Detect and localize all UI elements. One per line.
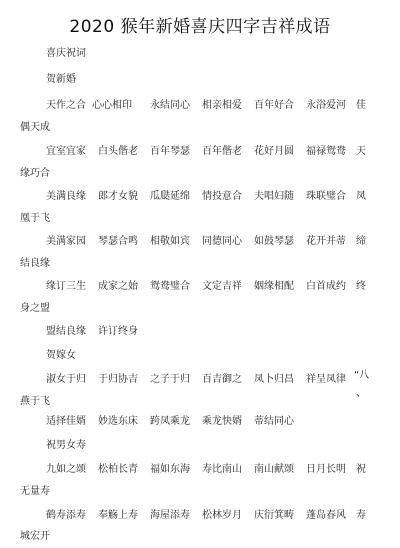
idiom: 如鼓琴瑟 <box>254 236 294 247</box>
idiom: 终 <box>356 281 366 292</box>
idiom: 相敬如宾 <box>150 236 190 247</box>
idiom: 鹤寿添寿 <box>46 510 86 521</box>
punctuation: 、 <box>356 388 366 399</box>
idiom: 之子于归 <box>150 374 190 385</box>
idiom: 同德同心 <box>202 236 242 247</box>
section-heading: 喜庆祝词 <box>46 48 86 59</box>
idiom-wrap: 身之盟 <box>20 303 50 314</box>
idiom-wrap: 凰于飞 <box>20 213 50 224</box>
idiom: 日月长明 <box>306 464 346 475</box>
idiom-wrap: 缘巧合 <box>20 168 50 179</box>
idiom: 琴瑟合鸣 <box>98 236 138 247</box>
idiom: 缘订三生 <box>46 281 86 292</box>
idiom: 成家之始 <box>98 281 138 292</box>
idiom: 福如东海 <box>150 464 190 475</box>
idiom: 美满良缘 <box>46 191 86 202</box>
idiom: 百吉御之 <box>202 374 242 385</box>
idiom: 佳 <box>356 100 366 111</box>
idiom: 海屋添寿 <box>150 510 190 521</box>
idiom-wrap: 城宏开 <box>20 531 50 542</box>
idiom: 淑女于归 <box>46 374 86 385</box>
section-heading: 贺嫁女 <box>46 350 76 361</box>
idiom: 夫唱妇随 <box>254 191 294 202</box>
idiom: 松林岁月 <box>202 510 242 521</box>
idiom: 美满家园 <box>46 236 86 247</box>
page-title: 2020 猴年新婚喜庆四字吉祥成语 <box>69 17 331 37</box>
idiom: 珠联璧合 <box>306 191 346 202</box>
idiom: 祥呈凤律 <box>306 374 346 385</box>
idiom: 花开并蒂 <box>306 236 346 247</box>
idiom: 相亲相爱 <box>202 100 242 111</box>
idiom: 郎才女貌 <box>98 191 138 202</box>
idiom: 天作之合 <box>46 100 86 111</box>
idiom: 瓜瓞延绵 <box>150 191 190 202</box>
idiom: 白头偕老 <box>98 146 138 157</box>
idiom: 于归协吉 <box>98 374 138 385</box>
idiom: 花好月圆 <box>254 146 294 157</box>
idiom: 寿 <box>356 510 366 521</box>
idiom: 蓬岛春风 <box>306 510 346 521</box>
idiom: 百年偕老 <box>202 146 242 157</box>
idiom: 永浴爱河 <box>306 100 346 111</box>
idiom: 缔 <box>356 236 366 247</box>
idiom: 心心相印 <box>92 100 132 111</box>
idiom: 松柏长青 <box>98 464 138 475</box>
idiom-wrap: 无量寿 <box>20 486 50 497</box>
idiom: “八 <box>354 370 370 381</box>
idiom: 跨凤乘龙 <box>150 416 190 427</box>
idiom: 庆衍箕畴 <box>254 510 294 521</box>
idiom: 百年琴瑟 <box>150 146 190 157</box>
section-heading: 祝男女寿 <box>46 440 86 451</box>
idiom: 天 <box>356 146 366 157</box>
idiom: 南山献颂 <box>254 464 294 475</box>
idiom: 百年好合 <box>254 100 294 111</box>
idiom-wrap: 结良缘 <box>20 258 50 269</box>
idiom: 九如之颂 <box>46 464 86 475</box>
idiom: 文定吉祥 <box>202 281 242 292</box>
idiom: 白首成约 <box>306 281 346 292</box>
idiom: 许订终身 <box>98 326 138 337</box>
idiom: 情投意合 <box>202 191 242 202</box>
idiom: 姻缘相配 <box>254 281 294 292</box>
idiom: 奉觞上寿 <box>98 510 138 521</box>
idiom: 鸳鸯璧合 <box>150 281 190 292</box>
idiom: 宜室宜家 <box>46 146 86 157</box>
section-heading: 盟结良缘 <box>46 326 86 337</box>
idiom: 乘龙快婿 <box>202 416 242 427</box>
idiom: 福禄鸳鸯 <box>306 146 346 157</box>
idiom: 凤 <box>356 191 366 202</box>
section-heading: 贺新婚 <box>46 74 76 85</box>
idiom: 寿比南山 <box>202 464 242 475</box>
idiom: 蒂结同心 <box>254 416 294 427</box>
idiom: 永结同心 <box>150 100 190 111</box>
idiom: 妙选东床 <box>98 416 138 427</box>
idiom-wrap: 偶天成 <box>20 122 50 133</box>
idiom: 适择佳婿 <box>46 416 86 427</box>
idiom: 祝 <box>356 464 366 475</box>
idiom-wrap: 燕于飞 <box>20 396 50 407</box>
idiom: 凤卜归昌 <box>254 374 294 385</box>
